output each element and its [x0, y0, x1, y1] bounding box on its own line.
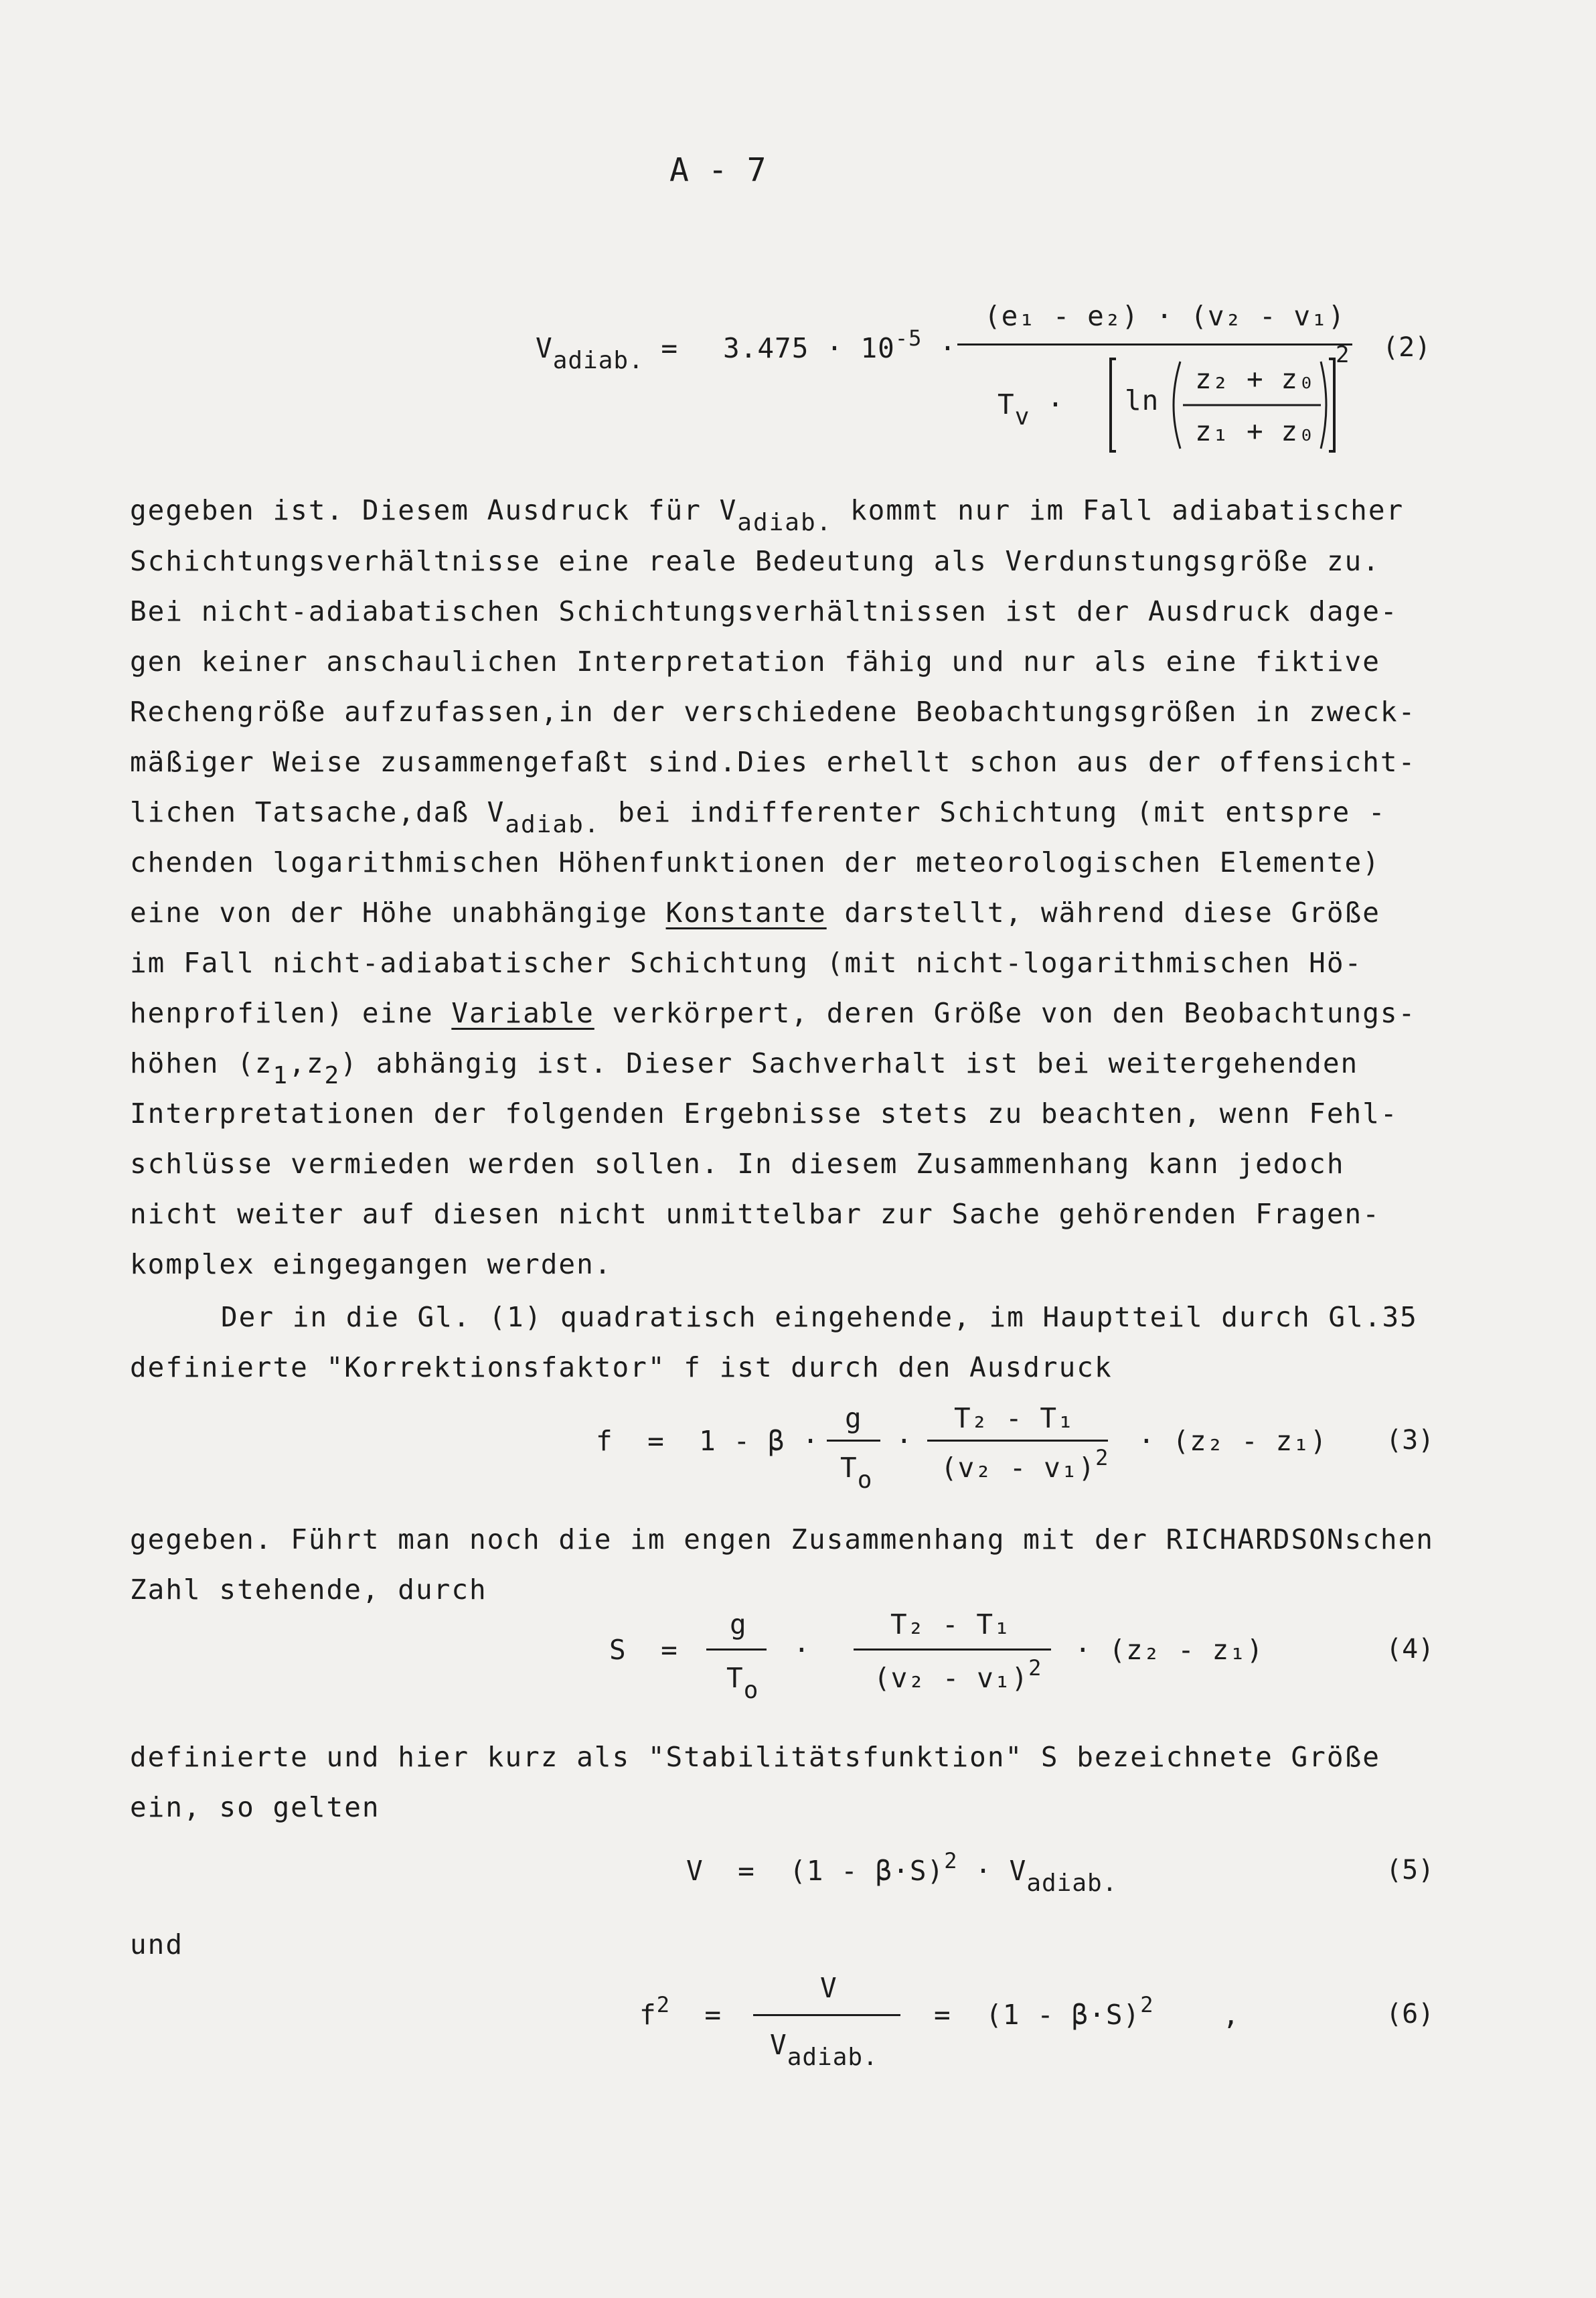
text-line: lichen Tatsache,daß Vadiab. bei indifferenter Schichtung (mit entspre -	[130, 796, 1386, 838]
text-line: Interpretationen der folgenden Ergebnisse stets zu beachten, wenn Fehl-	[130, 1097, 1399, 1130]
text-line: komplex eingegangen werden.	[130, 1248, 613, 1280]
eq2-ln-denominator: z₁ + z₀	[1195, 415, 1315, 447]
text-line: gegeben ist. Diesem Ausdruck für Vadiab. kommt nur im Fall adiabatischer	[130, 494, 1405, 536]
text-line: Schichtungsverhältnisse eine reale Bedeutung als Verdunstungsgröße zu.	[130, 545, 1380, 577]
eq2-ln: ln	[1125, 384, 1160, 416]
text-line: ein, so gelten	[130, 1791, 380, 1823]
text-line: Der in die Gl. (1) quadratisch eingehende, im Hauptteil durch Gl.35	[221, 1301, 1418, 1333]
eq2-coefficient: 3.475 · 10	[723, 332, 895, 364]
equation-number-2: (2)	[1382, 332, 1431, 363]
text-line: Rechengröße aufzufassen,in der verschiedene Beobachtungsgrößen in zweck-	[130, 696, 1417, 728]
equation-number-5: (5)	[1386, 1855, 1435, 1886]
eq2-ln-numerator: z₂ + z₀	[1195, 363, 1315, 395]
text-line: definierte und hier kurz als "Stabilitätsfunktion" S bezeichnete Größe	[130, 1741, 1380, 1773]
text-line: nicht weiter auf diesen nicht unmittelbar zur Sache gehörenden Fragen-	[130, 1198, 1380, 1230]
text-line: höhen (z1,z2) abhängig ist. Dieser Sachverhalt ist bei weitergehenden	[130, 1047, 1359, 1089]
page-number: A - 7	[669, 151, 767, 189]
eq2-fraction-bar	[957, 343, 1352, 346]
equation-number-4: (4)	[1386, 1634, 1435, 1665]
text-line: henprofilen) eine Variable verkörpert, deren Größe von den Beobachtungs-	[130, 997, 1417, 1029]
text-line: und	[130, 1928, 184, 1961]
text-line: mäßiger Weise zusammengefaßt sind.Dies erhellt schon aus der offensicht-	[130, 746, 1417, 778]
eq6-fraction-bar	[753, 2014, 900, 2016]
eq4-fraction-bar-2	[854, 1649, 1051, 1651]
eq2-numerator: (e₁ - e₂) · (v₂ - v₁)	[984, 300, 1346, 332]
eq3-fraction-bar-1	[827, 1440, 880, 1442]
equation-number-6: (6)	[1386, 1999, 1435, 2029]
text-line: definierte "Korrektionsfaktor" f ist durch den Ausdruck	[130, 1351, 1113, 1383]
text-line: chenden logarithmischen Höhenfunktionen der meteorologischen Elemente)	[130, 846, 1380, 878]
eq4-fraction-bar-1	[706, 1649, 767, 1651]
text-line: eine von der Höhe unabhängige Konstante darstellt, während diese Größe	[130, 897, 1380, 929]
text-line: Bei nicht-adiabatischen Schichtungsverhältnissen ist der Ausdruck dage-	[130, 595, 1399, 627]
text-line: schlüsse vermieden werden sollen. In diesem Zusammenhang kann jedoch	[130, 1148, 1345, 1180]
equation-number-3: (3)	[1386, 1425, 1435, 1456]
eq3-fraction-bar-2	[927, 1440, 1108, 1442]
text-line: im Fall nicht-adiabatischer Schichtung (mit nicht-logarithmischen Hö-	[130, 947, 1363, 979]
text-line: gegeben. Führt man noch die im engen Zusammenhang mit der RICHARDSONschen	[130, 1523, 1434, 1555]
text-line: Zahl stehende, durch	[130, 1574, 487, 1606]
eq2-lhs: V	[536, 332, 553, 364]
text-line: gen keiner anschaulichen Interpretation fähig und nur als eine fiktive	[130, 645, 1380, 678]
